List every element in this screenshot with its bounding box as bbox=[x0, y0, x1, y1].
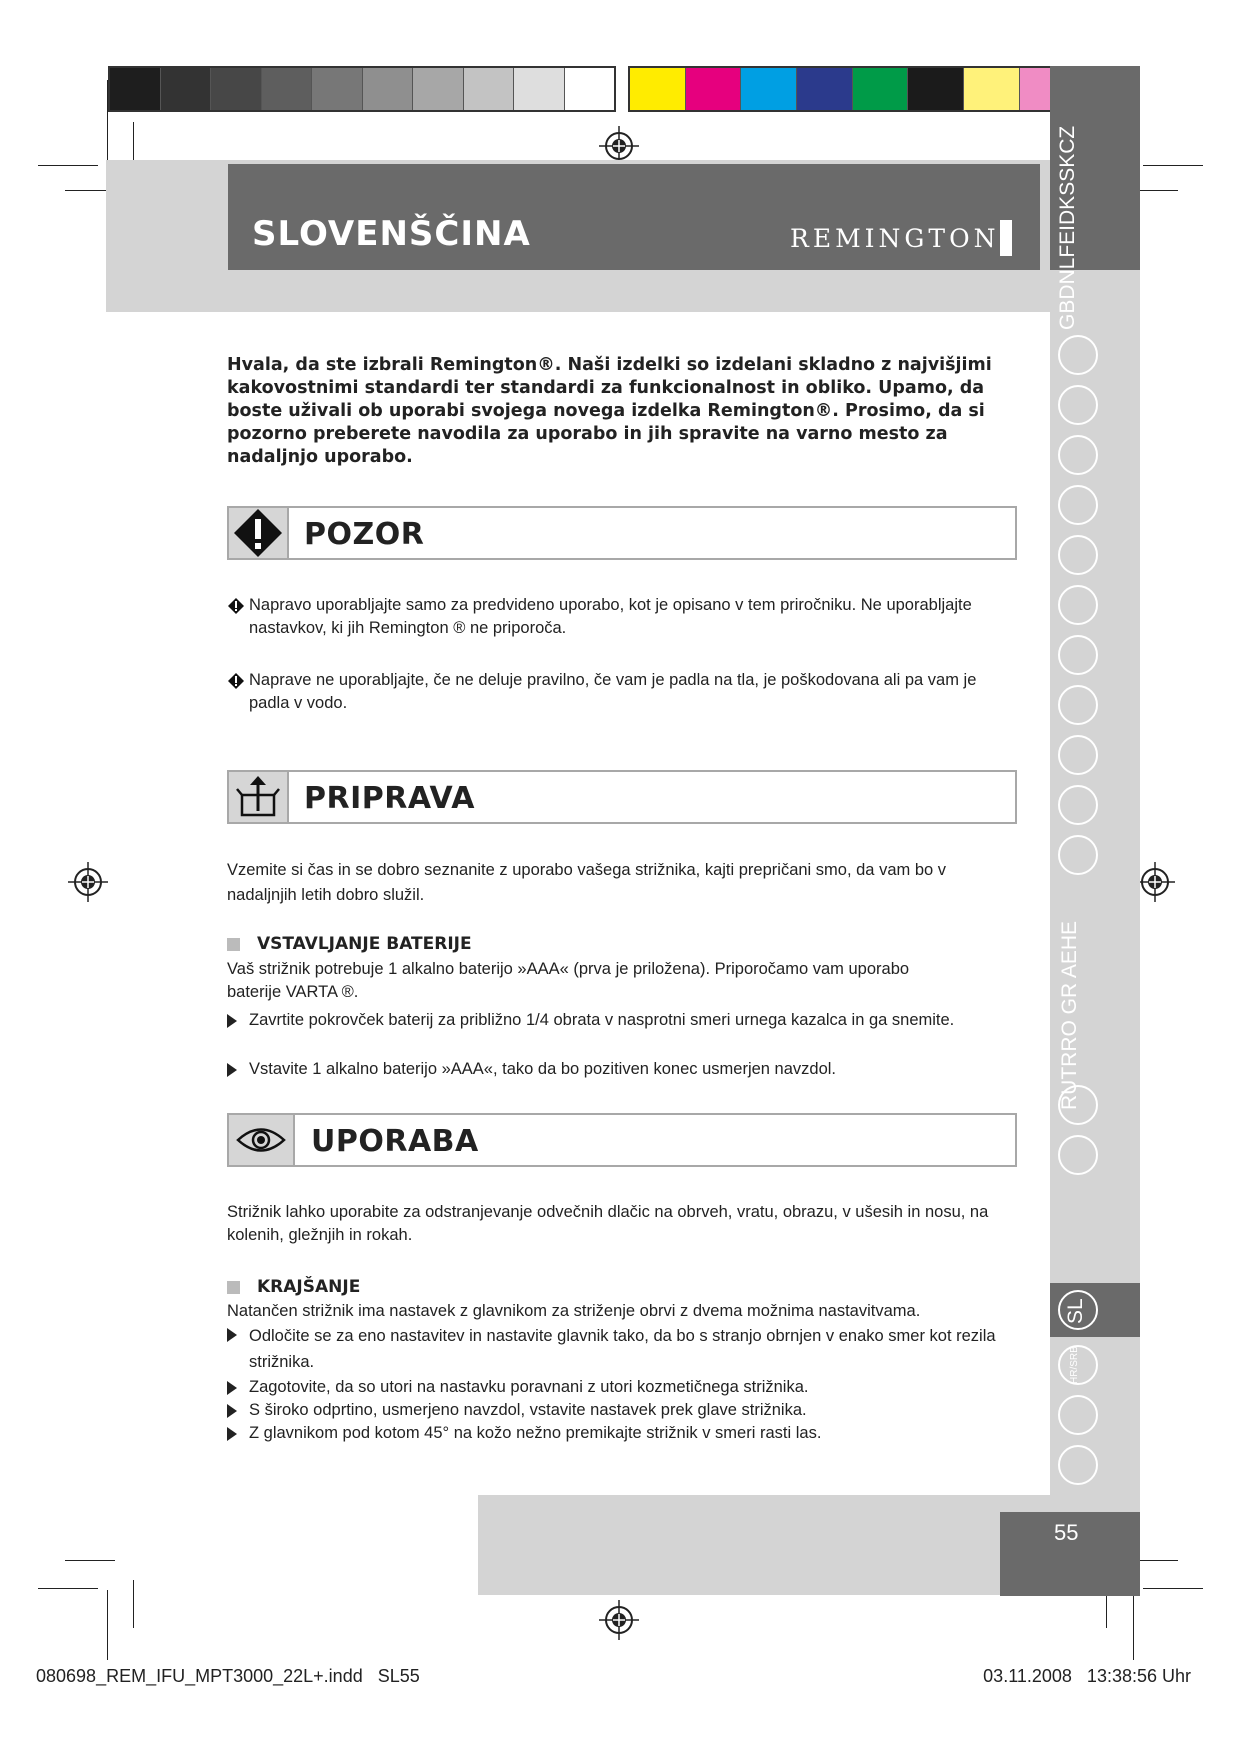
language-tab-mid-label: RUTRRO GR AEHE bbox=[1058, 920, 1081, 1110]
yellow-swatch bbox=[630, 68, 686, 110]
warning-bullet-icon bbox=[227, 672, 245, 690]
arrow-bullet-icon bbox=[227, 1328, 237, 1342]
tab-circle bbox=[1058, 1085, 1098, 1125]
page-title: SLOVENŠČINA bbox=[252, 214, 531, 254]
footer-datetime: 03.11.2008 13:38:56 Uhr bbox=[983, 1666, 1191, 1686]
arrow-bullet-icon bbox=[227, 1063, 237, 1077]
trimming-step-text: Z glavnikom pod kotom 45° na kožo nežno premikajte strižnik v smeri rasti las. bbox=[249, 1424, 822, 1442]
tab-circle bbox=[1058, 335, 1098, 375]
crop-mark bbox=[1143, 165, 1203, 166]
warning-item-text: Naprave ne uporabljajte, če ne deluje pravilno, če vam je padla na tla, je poškodovana ali pa vam je padla v vodo. bbox=[249, 671, 977, 712]
tab-circle bbox=[1058, 435, 1098, 475]
trimming-step bbox=[227, 1376, 1017, 1399]
trimming-subheading-text: KRAJŠANJE bbox=[257, 1277, 361, 1297]
crop-mark bbox=[133, 1580, 134, 1628]
tab-circle bbox=[1058, 785, 1098, 825]
trimming-step bbox=[227, 1422, 1017, 1445]
preparation-text: Vzemite si čas in se dobro seznanite z uporabo vašega strižnika, kajti prepričani smo, da vam bo v nadaljnjih letih dobro služil. bbox=[227, 861, 947, 904]
active-language-label: SL bbox=[1064, 1298, 1087, 1324]
tab-circle bbox=[1058, 535, 1098, 575]
tab-circle bbox=[1058, 585, 1098, 625]
section-header-pozor bbox=[227, 506, 1017, 560]
trimming-step bbox=[227, 1399, 1017, 1422]
sub-language-label: HR/SRB bbox=[1069, 1346, 1080, 1384]
battery-step bbox=[227, 1009, 1017, 1032]
tab-circle bbox=[1058, 685, 1098, 725]
brand-logo-bar bbox=[1000, 220, 1012, 256]
box-icon-box bbox=[229, 772, 289, 822]
tab-circle bbox=[1058, 1445, 1098, 1485]
gray-swatch bbox=[211, 68, 262, 110]
gray-swatch bbox=[110, 68, 161, 110]
trimming-subheading bbox=[227, 1277, 360, 1297]
warning-icon bbox=[232, 507, 284, 559]
arrow-bullet-icon bbox=[227, 1381, 237, 1395]
tab-circle bbox=[1058, 385, 1098, 425]
tab-circle bbox=[1058, 1135, 1098, 1175]
battery-subheading bbox=[227, 934, 472, 954]
registration-mark-icon bbox=[68, 862, 108, 902]
arrow-bullet-icon bbox=[227, 1427, 237, 1441]
registration-mark-icon bbox=[1135, 862, 1175, 902]
gray-swatch bbox=[312, 68, 363, 110]
footer-file-info: 080698_REM_IFU_MPT3000_22L+.indd SL55 bbox=[36, 1666, 420, 1686]
section-title: PRIPRAVA bbox=[304, 781, 475, 816]
section-header-priprava bbox=[227, 770, 1017, 824]
magenta-swatch bbox=[686, 68, 742, 110]
section-header-uporaba bbox=[227, 1113, 1017, 1167]
intro-text: Hvala, da ste izbrali Remington®. Naši izdelki so izdelani skladno z najvišjimi kakovostnimi standardi ter standardi za funkcionalnost in obliko. Upamo, da boste uživali ob uporabi svojega novega izdelka Remington®. Prosimo, da si pozorno preberete navodila za uporabo in jih spravite na varno mesto za nadaljnjo uporabo. bbox=[227, 355, 992, 467]
trimming-step-text: S široko odprtino, usmerjeno navzdol, vstavite nastavek prek glave strižnika. bbox=[249, 1401, 807, 1419]
usage-text: Strižnik lahko uporabite za odstranjevanje odvečnih dlačic na obrveh, vratu, obrazu, v ušesih in nosu, na kolenih, gležnjih in rokah. bbox=[227, 1203, 989, 1244]
trimming-step-text: Odločite se za eno nastavitev in nastavite glavnik tako, da bo s stranjo obrnjen v enako smer kot rezila strižnika. bbox=[249, 1327, 996, 1371]
gray-swatch bbox=[161, 68, 212, 110]
crop-mark bbox=[38, 1588, 98, 1589]
tab-circle bbox=[1058, 485, 1098, 525]
battery-text: Vaš strižnik potrebuje 1 alkalno baterijo »AAA« (prva je priložena). Priporočamo vam uporabo baterije VARTA ®. bbox=[227, 960, 910, 1001]
page-number: 55 bbox=[1054, 1520, 1079, 1545]
gray-swatch bbox=[363, 68, 414, 110]
crop-mark bbox=[1143, 1588, 1203, 1589]
battery-step-text: Vstavite 1 alkalno baterijo »AAA«, tako da bo pozitiven konec usmerjen navzdol. bbox=[249, 1060, 837, 1078]
section-title: UPORABA bbox=[311, 1124, 479, 1159]
arrow-bullet-icon bbox=[227, 1014, 237, 1028]
gray-swatch bbox=[565, 68, 615, 110]
brand-logo: REMINGTON bbox=[790, 224, 1000, 253]
tab-circle bbox=[1058, 1395, 1098, 1435]
battery-step-text: Zavrtite pokrovček baterij za približno 1/4 obrata v nasprotni smeri urnega kazalca in ga snemite. bbox=[249, 1011, 955, 1029]
crop-mark bbox=[107, 1590, 108, 1660]
warning-item bbox=[227, 669, 1017, 715]
crop-mark bbox=[65, 1560, 115, 1561]
trimming-text: Natančen strižnik ima nastavek z glavnikom za striženje obrvi z dvema možnima nastavitvama. bbox=[227, 1302, 921, 1320]
gray-swatch bbox=[413, 68, 464, 110]
unpack-box-icon bbox=[236, 775, 280, 819]
crop-mark bbox=[1133, 1590, 1134, 1660]
blue-swatch bbox=[797, 68, 853, 110]
warning-bullet-icon bbox=[227, 597, 245, 615]
crop-mark bbox=[107, 80, 108, 165]
battery-subheading-text: VSTAVLJANJE BATERIJE bbox=[257, 934, 472, 954]
warning-icon-box bbox=[229, 508, 289, 558]
registration-mark-icon bbox=[599, 1600, 639, 1640]
trimming-step bbox=[227, 1323, 1017, 1375]
gray-swatch bbox=[262, 68, 313, 110]
warning-item-text: Napravo uporabljajte samo za predvideno uporabo, kot je opisano v tem priročniku. Ne uporabljajte nastavkov, ki jih Remington ® ne priporoča. bbox=[249, 596, 972, 637]
battery-step bbox=[227, 1058, 1017, 1081]
square-bullet-icon bbox=[227, 1281, 240, 1294]
gray-swatch bbox=[514, 68, 565, 110]
light-yellow-swatch bbox=[964, 68, 1020, 110]
warning-item bbox=[227, 594, 1017, 640]
grayscale-color-bar bbox=[108, 66, 616, 112]
section-title: POZOR bbox=[304, 517, 425, 552]
trimming-step-text: Zagotovite, da so utori na nastavku poravnani z utori kozmetičnega strižnika. bbox=[249, 1378, 809, 1396]
crop-mark bbox=[38, 165, 98, 166]
green-swatch bbox=[853, 68, 909, 110]
eye-icon-box bbox=[229, 1115, 295, 1165]
tab-circle bbox=[1058, 635, 1098, 675]
square-bullet-icon bbox=[227, 938, 240, 951]
cyan-swatch bbox=[741, 68, 797, 110]
black-swatch bbox=[908, 68, 964, 110]
gray-swatch bbox=[464, 68, 515, 110]
arrow-bullet-icon bbox=[227, 1404, 237, 1418]
tab-circle bbox=[1058, 735, 1098, 775]
language-tab-top-label: GBDNLFEIDKSSKCZ bbox=[1056, 125, 1079, 330]
eye-icon bbox=[236, 1125, 286, 1155]
tab-circle bbox=[1058, 835, 1098, 875]
